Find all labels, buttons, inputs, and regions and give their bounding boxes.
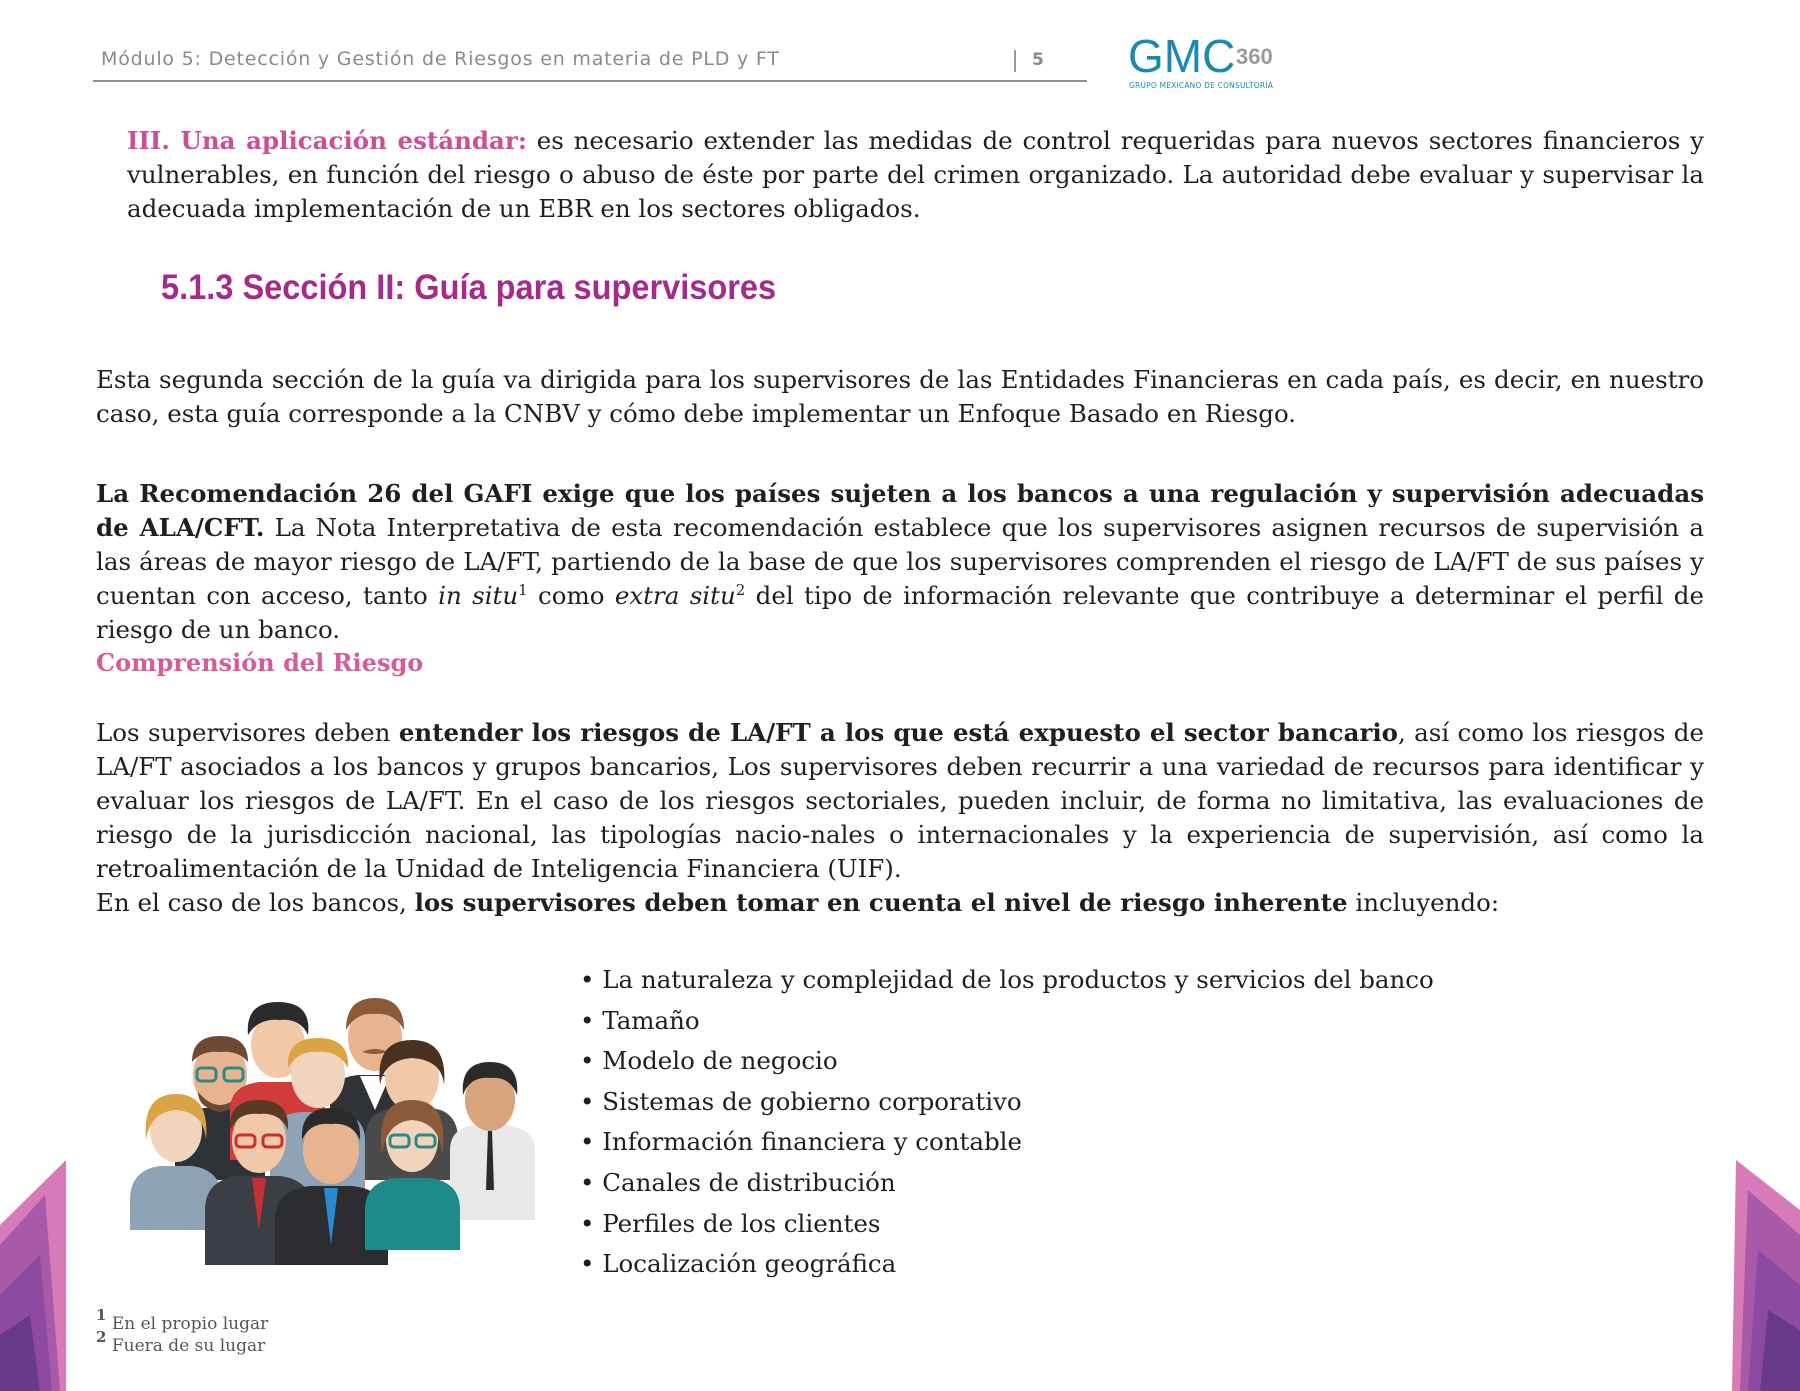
bold-text: La Recomendación 26 del GAFI exige que los países sujeten a los bancos a una regulación y supervisión adecuadas de ALA/CFT. — [96, 479, 1704, 542]
module-title: Módulo 5: Detección y Gestión de Riesgos en materia de PLD y FT — [101, 48, 780, 70]
logo-text: GMC — [1128, 34, 1236, 82]
footnote-ref-2: 2 — [735, 581, 746, 599]
paragraph-recommendation-26 — [96, 477, 1704, 647]
footnote-text: En el propio lugar — [106, 1314, 269, 1334]
paragraph-supervisors-risk — [96, 716, 1704, 886]
footnote-number: 2 — [96, 1328, 107, 1346]
list-item: • La naturaleza y complejidad de los productos y servicios del banco — [580, 960, 1434, 1001]
list-item: • Modelo de negocio — [580, 1041, 1434, 1082]
paragraph-text: incluyendo: — [1347, 888, 1500, 917]
section-heading: 5.1.3 Sección II: Guía para supervisores — [161, 268, 777, 307]
inherent-risk-factors-list — [580, 960, 1434, 1285]
decorative-corner-right — [1718, 1155, 1800, 1391]
footnote-number: 1 — [96, 1306, 107, 1324]
list-item: • Información financiera y contable — [580, 1122, 1434, 1163]
item-label: III. Una aplicación estándar: — [127, 126, 527, 155]
italic-in-situ: in situ — [438, 581, 519, 610]
list-item: • Sistemas de gobierno corporativo — [580, 1082, 1434, 1123]
paragraph-text: La Nota Interpretativa de esta recomendación establece que los supervisores asignen recursos de supervisión a las áreas de mayor riesgo de LA/FT, partiendo de la base de que los supervisores comprenden el riesgo de LA/FT de sus países y cuentan con acceso, tanto — [96, 513, 1704, 610]
list-item: • Canales de distribución — [580, 1163, 1434, 1204]
paragraph-text: Los supervisores deben — [96, 718, 399, 747]
footnotes — [96, 1306, 269, 1357]
bold-text: entender los riesgos de LA/FT a los que está expuesto el sector bancario — [398, 718, 1399, 747]
page-number: 5 — [1032, 50, 1044, 70]
italic-extra-situ: extra situ — [614, 581, 736, 610]
footnote-1 — [96, 1306, 269, 1335]
logo-superscript: 360 — [1236, 44, 1273, 69]
paragraph-text: es necesario extender las medidas de control requeridas para nuevos sectores financieros y vulnerables, en función del riesgo o abuso de éste por parte del crimen organizado. La autoridad debe evaluar y supervisar la adecuada implementación de un EBR en los sectores obligados. — [127, 126, 1705, 223]
subheading-risk-understanding: Comprensión del Riesgo — [96, 648, 424, 677]
decorative-corner-left — [0, 1155, 80, 1391]
footnote-text: Fuera de su lugar — [106, 1336, 266, 1356]
footnote-2 — [96, 1328, 268, 1357]
list-item: • Tamaño — [580, 1001, 1434, 1042]
logo-subtitle: GRUPO MEXICANO DE CONSULTORÍA — [1129, 81, 1274, 90]
list-item: • Localización geográfica — [580, 1244, 1434, 1285]
header-rule — [93, 80, 1087, 82]
person-mid-2 — [450, 1062, 535, 1220]
footnote-ref-1: 1 — [518, 581, 528, 599]
paragraph-text: En el caso de los bancos, — [96, 888, 415, 917]
bold-text: los supervisores deben tomar en cuenta el nivel de riesgo inherente — [414, 888, 1348, 917]
paragraph-text: como — [527, 581, 615, 610]
paragraph-standard-application — [127, 124, 1704, 226]
paragraph-intro: Esta segunda sección de la guía va dirigida para los supervisores de las Entidades Financieras en cada país, es decir, en nuestro caso, esta guía corresponde a la CNBV y cómo debe implementar un Enfoque Basado en Riesgo. — [96, 365, 1704, 428]
paragraph-text: , así como los riesgos de LA/FT asociados a los bancos y grupos bancarios, Los supervisores deben recurrir a una variedad de recursos para identificar y evaluar los riesgos de LA/FT. En el caso de los riesgos sectoriales, pueden incluir, de forma no limitativa, las evaluaciones de riesgo de la jurisdicción nacional, las tipologías nacio-nales o internacionales y la experiencia de supervisión, así como la retroalimentación de la Unidad de Inteligencia Financiera (UIF). — [96, 718, 1704, 883]
people-group-illustration — [130, 990, 545, 1265]
paragraph-text: del tipo de información relevante que contribuye a determinar el perfil de riesgo de un banco. — [96, 581, 1704, 644]
list-item: • Perfiles de los clientes — [580, 1204, 1434, 1245]
header-separator — [1014, 50, 1016, 72]
paragraph-inherent-risk — [96, 886, 1704, 920]
